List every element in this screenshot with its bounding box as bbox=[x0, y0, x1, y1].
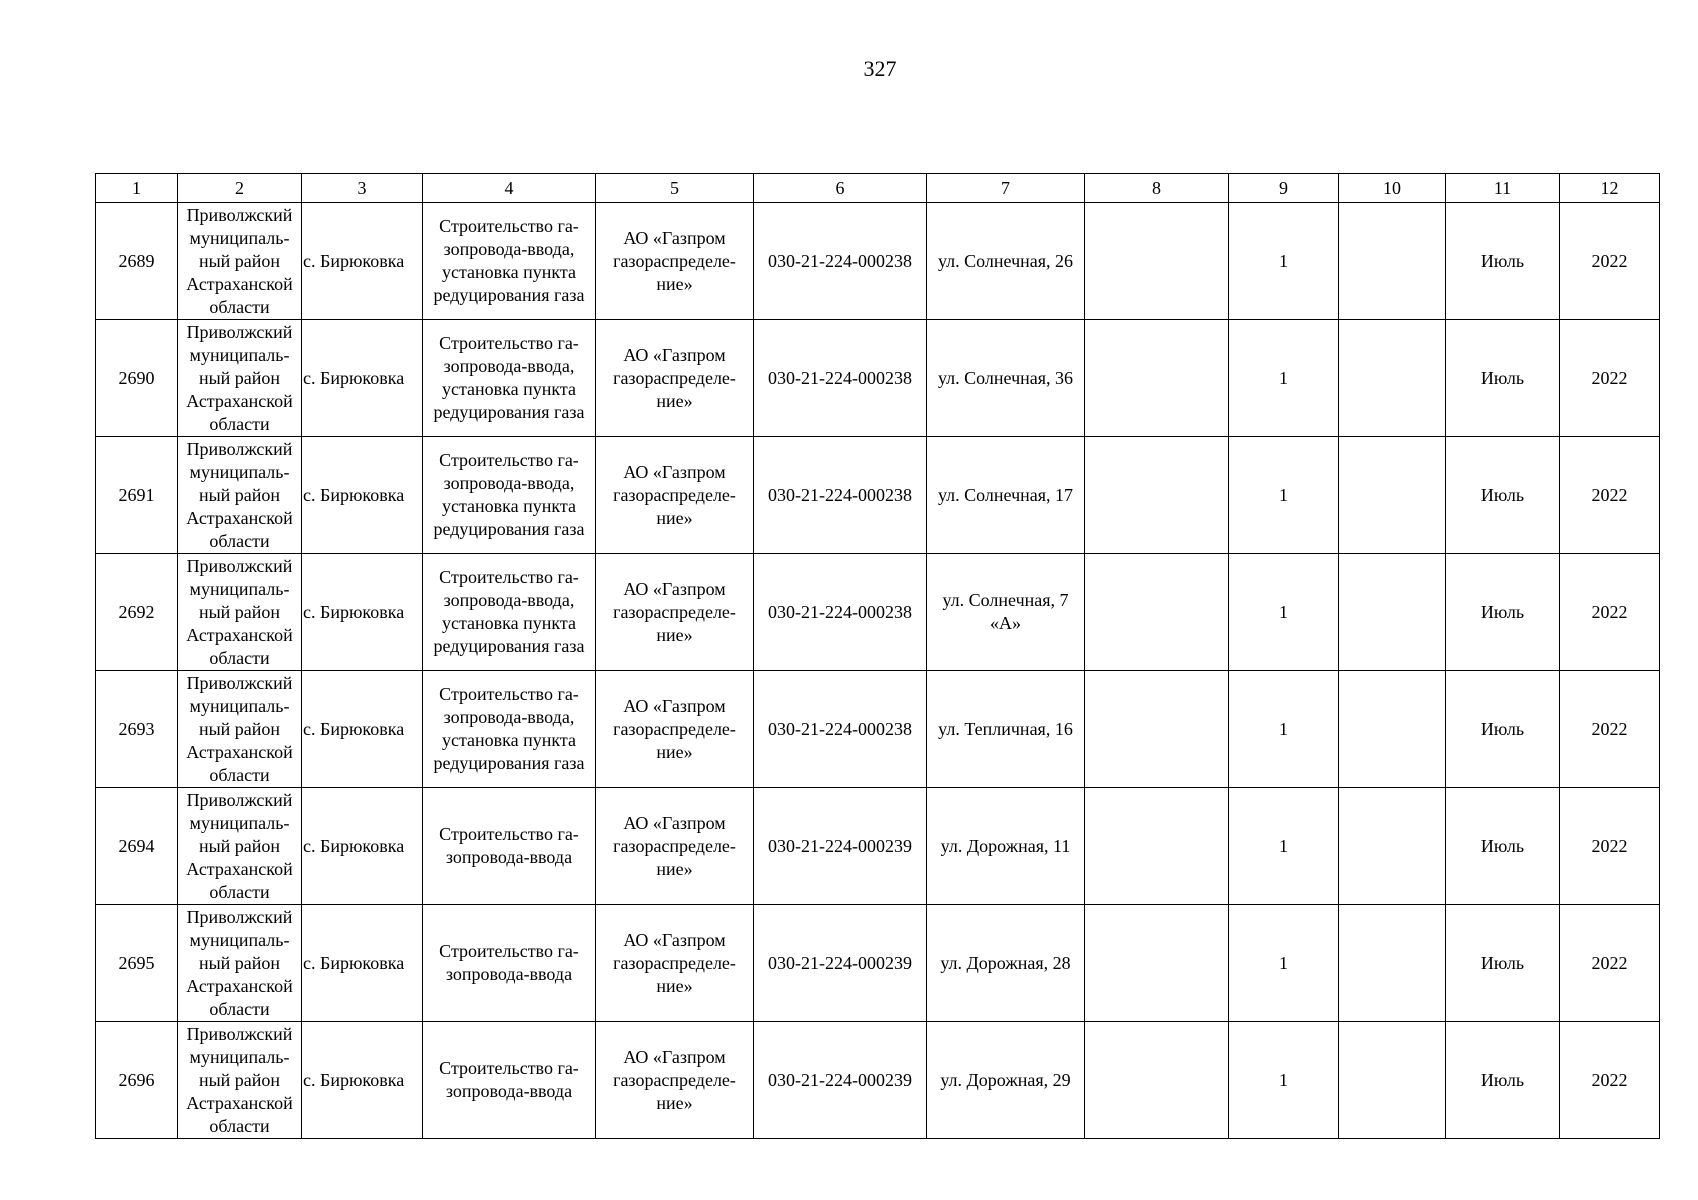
quantity-cell: 1 bbox=[1229, 671, 1339, 788]
month-cell: Июль bbox=[1446, 320, 1560, 437]
work-type-cell-line: Строительство га- bbox=[439, 684, 579, 704]
row-number-cell: 2692 bbox=[96, 554, 178, 671]
district-cell-line: Приволжский bbox=[186, 321, 293, 342]
organization-cell bbox=[596, 1022, 754, 1139]
column-10-cell bbox=[1339, 554, 1446, 671]
organization-cell-line: газораспределе- bbox=[613, 601, 736, 622]
object-code-cell: 030-21-224-000238 bbox=[754, 437, 927, 554]
year-cell: 2022 bbox=[1560, 671, 1660, 788]
district-cell-line: Астраханской bbox=[186, 858, 293, 879]
work-type-cell-line: Строительство га- bbox=[439, 941, 579, 961]
row-number-cell: 2696 bbox=[96, 1022, 178, 1139]
quantity-cell: 1 bbox=[1229, 905, 1339, 1022]
address-cell-line: ул. Солнечная, 26 bbox=[937, 250, 1074, 271]
organization-cell-line: АО «Газпром bbox=[623, 1046, 726, 1067]
quantity-cell: 1 bbox=[1229, 788, 1339, 905]
column-10-cell bbox=[1339, 788, 1446, 905]
address-cell-line: ул. Солнечная, 17 bbox=[937, 484, 1074, 505]
organization-cell bbox=[596, 788, 754, 905]
organization-cell-line: газораспределе- bbox=[613, 835, 736, 856]
address-cell-line: «А» bbox=[990, 613, 1021, 633]
address-cell bbox=[927, 554, 1085, 671]
work-type-cell-line: установка пункта bbox=[441, 379, 576, 399]
district-cell-line: муниципаль- bbox=[189, 578, 290, 599]
table-row bbox=[96, 1022, 1660, 1139]
work-type-cell-line: Строительство га- bbox=[439, 216, 579, 236]
table-row bbox=[96, 320, 1660, 437]
row-number-cell: 2690 bbox=[96, 320, 178, 437]
quantity-cell: 1 bbox=[1229, 320, 1339, 437]
object-code-cell: 030-21-224-000238 bbox=[754, 203, 927, 320]
column-10-cell bbox=[1339, 437, 1446, 554]
organization-cell-line: газораспределе- bbox=[613, 1069, 736, 1090]
address-cell bbox=[927, 671, 1085, 788]
column-10-cell bbox=[1339, 1022, 1446, 1139]
district-cell bbox=[178, 788, 302, 905]
work-type-cell-line: зопровода-ввода bbox=[445, 847, 573, 867]
work-type-cell-line: редуцирования газа bbox=[433, 636, 585, 656]
column-8-cell bbox=[1085, 1022, 1229, 1139]
district-cell-line: ный район bbox=[198, 367, 281, 388]
table-row bbox=[96, 788, 1660, 905]
district-cell-line: области bbox=[209, 1115, 270, 1136]
column-8-cell bbox=[1085, 671, 1229, 788]
column-header-11: 11 bbox=[1446, 174, 1560, 203]
month-cell: Июль bbox=[1446, 554, 1560, 671]
work-type-cell bbox=[423, 905, 596, 1022]
district-cell-line: области bbox=[209, 413, 270, 434]
district-cell-line: Приволжский bbox=[186, 1023, 293, 1044]
district-cell-line: муниципаль- bbox=[189, 812, 290, 833]
organization-cell-line: ние» bbox=[656, 507, 693, 528]
address-cell-line: ул. Солнечная, 36 bbox=[937, 367, 1074, 388]
column-header-4: 4 bbox=[423, 174, 596, 203]
column-header-9: 9 bbox=[1229, 174, 1339, 203]
address-cell-line: ул. Солнечная, 7 bbox=[942, 590, 1069, 610]
column-10-cell bbox=[1339, 671, 1446, 788]
work-type-cell-line: зопровода-ввода, bbox=[443, 239, 575, 259]
organization-cell-line: газораспределе- bbox=[613, 952, 736, 973]
address-cell-line: ул. Дорожная, 29 bbox=[940, 1069, 1071, 1090]
district-cell-line: ный район bbox=[198, 484, 281, 505]
organization-cell-line: газораспределе- bbox=[613, 718, 736, 739]
column-8-cell bbox=[1085, 203, 1229, 320]
row-number-cell: 2693 bbox=[96, 671, 178, 788]
district-cell-line: муниципаль- bbox=[189, 929, 290, 950]
year-cell: 2022 bbox=[1560, 320, 1660, 437]
district-cell-line: Астраханской bbox=[186, 741, 293, 762]
address-cell bbox=[927, 1022, 1085, 1139]
village-cell: с. Бирюковка bbox=[302, 1022, 423, 1139]
column-8-cell bbox=[1085, 554, 1229, 671]
district-cell-line: области bbox=[209, 530, 270, 551]
month-cell: Июль bbox=[1446, 905, 1560, 1022]
year-cell: 2022 bbox=[1560, 554, 1660, 671]
column-8-cell bbox=[1085, 905, 1229, 1022]
organization-cell-line: газораспределе- bbox=[613, 250, 736, 271]
village-cell: с. Бирюковка bbox=[302, 437, 423, 554]
year-cell: 2022 bbox=[1560, 788, 1660, 905]
organization-cell-line: АО «Газпром bbox=[623, 578, 726, 599]
column-10-cell bbox=[1339, 320, 1446, 437]
row-number-cell: 2689 bbox=[96, 203, 178, 320]
data-table bbox=[95, 173, 1660, 1139]
district-cell-line: ный район bbox=[198, 952, 281, 973]
village-cell: с. Бирюковка bbox=[302, 554, 423, 671]
district-cell-line: Приволжский bbox=[186, 438, 293, 459]
district-cell-line: области bbox=[209, 881, 270, 902]
organization-cell-line: ние» bbox=[656, 1092, 693, 1113]
work-type-cell bbox=[423, 320, 596, 437]
district-cell-line: Астраханской bbox=[186, 1092, 293, 1113]
district-cell bbox=[178, 437, 302, 554]
column-header-12: 12 bbox=[1560, 174, 1660, 203]
organization-cell-line: АО «Газпром bbox=[623, 344, 726, 365]
table-row bbox=[96, 437, 1660, 554]
village-cell: с. Бирюковка bbox=[302, 320, 423, 437]
year-cell: 2022 bbox=[1560, 1022, 1660, 1139]
organization-cell-line: газораспределе- bbox=[613, 484, 736, 505]
address-cell-line: ул. Дорожная, 11 bbox=[940, 835, 1071, 856]
district-cell bbox=[178, 554, 302, 671]
object-code-cell: 030-21-224-000238 bbox=[754, 671, 927, 788]
object-code-cell: 030-21-224-000239 bbox=[754, 788, 927, 905]
organization-cell-line: ние» bbox=[656, 624, 693, 645]
work-type-cell bbox=[423, 203, 596, 320]
address-cell bbox=[927, 320, 1085, 437]
work-type-cell-line: редуцирования газа bbox=[433, 753, 585, 773]
address-cell bbox=[927, 788, 1085, 905]
column-10-cell bbox=[1339, 203, 1446, 320]
organization-cell-line: АО «Газпром bbox=[623, 929, 726, 950]
work-type-cell bbox=[423, 671, 596, 788]
work-type-cell-line: установка пункта bbox=[441, 496, 576, 516]
organization-cell-line: ние» bbox=[656, 975, 693, 996]
address-cell-line: ул. Дорожная, 28 bbox=[940, 952, 1071, 973]
address-cell bbox=[927, 203, 1085, 320]
column-header-5: 5 bbox=[596, 174, 754, 203]
organization-cell bbox=[596, 320, 754, 437]
district-cell-line: Приволжский bbox=[186, 204, 293, 225]
district-cell-line: ный район bbox=[198, 835, 281, 856]
district-cell-line: ный район bbox=[198, 1069, 281, 1090]
organization-cell-line: АО «Газпром bbox=[623, 812, 726, 833]
object-code-cell: 030-21-224-000238 bbox=[754, 320, 927, 437]
column-header-6: 6 bbox=[754, 174, 927, 203]
year-cell: 2022 bbox=[1560, 437, 1660, 554]
organization-cell-line: газораспределе- bbox=[613, 367, 736, 388]
table-row bbox=[96, 905, 1660, 1022]
district-cell bbox=[178, 671, 302, 788]
district-cell-line: муниципаль- bbox=[189, 227, 290, 248]
organization-cell-line: АО «Газпром bbox=[623, 227, 726, 248]
organization-cell bbox=[596, 437, 754, 554]
work-type-cell-line: Строительство га- bbox=[439, 333, 579, 353]
work-type-cell-line: зопровода-ввода, bbox=[443, 707, 575, 727]
district-cell-line: области bbox=[209, 647, 270, 668]
village-cell: с. Бирюковка bbox=[302, 203, 423, 320]
quantity-cell: 1 bbox=[1229, 554, 1339, 671]
table-header-row bbox=[96, 174, 1660, 203]
work-type-cell bbox=[423, 437, 596, 554]
district-cell-line: ный район bbox=[198, 250, 281, 271]
district-cell-line: муниципаль- bbox=[189, 461, 290, 482]
quantity-cell: 1 bbox=[1229, 437, 1339, 554]
district-cell-line: области bbox=[209, 998, 270, 1019]
work-type-cell-line: зопровода-ввода bbox=[445, 964, 573, 984]
work-type-cell-line: зопровода-ввода bbox=[445, 1081, 573, 1101]
column-8-cell bbox=[1085, 788, 1229, 905]
work-type-cell-line: Строительство га- bbox=[439, 1058, 579, 1078]
object-code-cell: 030-21-224-000238 bbox=[754, 554, 927, 671]
district-cell-line: области bbox=[209, 764, 270, 785]
district-cell-line: Астраханской bbox=[186, 507, 293, 528]
table-row bbox=[96, 554, 1660, 671]
month-cell: Июль bbox=[1446, 788, 1560, 905]
work-type-cell-line: редуцирования газа bbox=[433, 519, 585, 539]
object-code-cell: 030-21-224-000239 bbox=[754, 1022, 927, 1139]
district-cell bbox=[178, 320, 302, 437]
year-cell: 2022 bbox=[1560, 905, 1660, 1022]
work-type-cell-line: зопровода-ввода, bbox=[443, 590, 575, 610]
column-header-8: 8 bbox=[1085, 174, 1229, 203]
row-number-cell: 2691 bbox=[96, 437, 178, 554]
month-cell: Июль bbox=[1446, 671, 1560, 788]
page-number: 327 bbox=[863, 56, 897, 81]
work-type-cell-line: установка пункта bbox=[441, 613, 576, 633]
row-number-cell: 2695 bbox=[96, 905, 178, 1022]
work-type-cell bbox=[423, 1022, 596, 1139]
work-type-cell-line: редуцирования газа bbox=[433, 285, 585, 305]
column-header-3: 3 bbox=[302, 174, 423, 203]
column-8-cell bbox=[1085, 437, 1229, 554]
district-cell-line: ный район bbox=[198, 718, 281, 739]
organization-cell bbox=[596, 671, 754, 788]
district-cell-line: Приволжский bbox=[186, 555, 293, 576]
month-cell: Июль bbox=[1446, 1022, 1560, 1139]
organization-cell-line: ние» bbox=[656, 273, 693, 294]
object-code-cell: 030-21-224-000239 bbox=[754, 905, 927, 1022]
column-header-10: 10 bbox=[1339, 174, 1446, 203]
district-cell bbox=[178, 203, 302, 320]
organization-cell-line: ние» bbox=[656, 741, 693, 762]
work-type-cell bbox=[423, 554, 596, 671]
district-cell-line: Приволжский bbox=[186, 906, 293, 927]
district-cell-line: муниципаль- bbox=[189, 344, 290, 365]
column-header-7: 7 bbox=[927, 174, 1085, 203]
organization-cell-line: ние» bbox=[656, 858, 693, 879]
organization-cell-line: АО «Газпром bbox=[623, 461, 726, 482]
village-cell: с. Бирюковка bbox=[302, 905, 423, 1022]
district-cell-line: Астраханской bbox=[186, 273, 293, 294]
work-type-cell-line: Строительство га- bbox=[439, 824, 579, 844]
table-row bbox=[96, 203, 1660, 320]
district-cell bbox=[178, 1022, 302, 1139]
row-number-cell: 2694 bbox=[96, 788, 178, 905]
work-type-cell-line: установка пункта bbox=[441, 262, 576, 282]
district-cell-line: Приволжский bbox=[186, 672, 293, 693]
work-type-cell-line: зопровода-ввода, bbox=[443, 356, 575, 376]
district-cell-line: Астраханской bbox=[186, 390, 293, 411]
village-cell: с. Бирюковка bbox=[302, 788, 423, 905]
organization-cell bbox=[596, 554, 754, 671]
address-cell-line: ул. Тепличная, 16 bbox=[938, 718, 1073, 739]
work-type-cell-line: редуцирования газа bbox=[433, 402, 585, 422]
organization-cell bbox=[596, 905, 754, 1022]
column-8-cell bbox=[1085, 320, 1229, 437]
organization-cell-line: ние» bbox=[656, 390, 693, 411]
district-cell-line: муниципаль- bbox=[189, 1046, 290, 1067]
address-cell bbox=[927, 437, 1085, 554]
year-cell: 2022 bbox=[1560, 203, 1660, 320]
quantity-cell: 1 bbox=[1229, 1022, 1339, 1139]
organization-cell-line: АО «Газпром bbox=[623, 695, 726, 716]
work-type-cell-line: Строительство га- bbox=[439, 567, 579, 587]
work-type-cell-line: установка пункта bbox=[441, 730, 576, 750]
month-cell: Июль bbox=[1446, 203, 1560, 320]
district-cell bbox=[178, 905, 302, 1022]
column-10-cell bbox=[1339, 905, 1446, 1022]
column-header-2: 2 bbox=[178, 174, 302, 203]
district-cell-line: Астраханской bbox=[186, 624, 293, 645]
organization-cell bbox=[596, 203, 754, 320]
column-header-1: 1 bbox=[96, 174, 178, 203]
district-cell-line: Приволжский bbox=[186, 789, 293, 810]
district-cell-line: муниципаль- bbox=[189, 695, 290, 716]
district-cell-line: Астраханской bbox=[186, 975, 293, 996]
month-cell: Июль bbox=[1446, 437, 1560, 554]
village-cell: с. Бирюковка bbox=[302, 671, 423, 788]
address-cell bbox=[927, 905, 1085, 1022]
work-type-cell bbox=[423, 788, 596, 905]
work-type-cell-line: зопровода-ввода, bbox=[443, 473, 575, 493]
quantity-cell: 1 bbox=[1229, 203, 1339, 320]
table-row bbox=[96, 671, 1660, 788]
work-type-cell-line: Строительство га- bbox=[439, 450, 579, 470]
district-cell-line: ный район bbox=[198, 601, 281, 622]
district-cell-line: области bbox=[209, 296, 270, 317]
